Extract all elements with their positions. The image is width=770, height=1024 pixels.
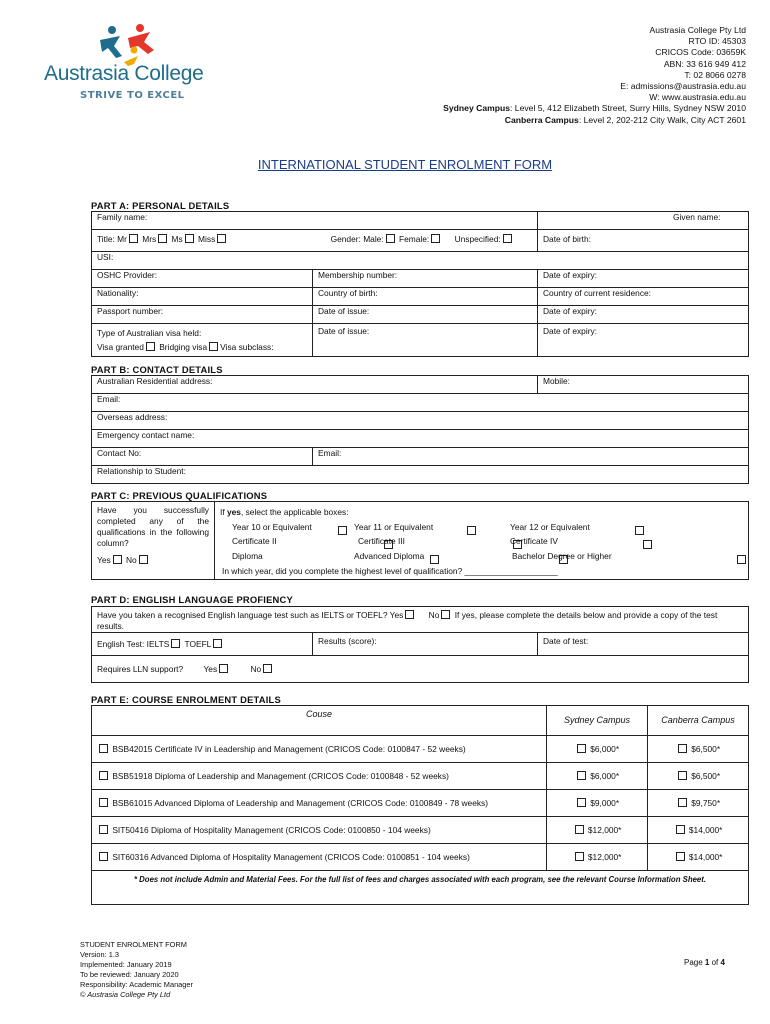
english-no-checkbox[interactable] [441, 610, 450, 619]
issue-label: Date of issue: [318, 306, 370, 316]
english-yes-checkbox[interactable] [405, 610, 414, 619]
logo-name: Austrasia College [44, 62, 204, 85]
part-e-heading: PART E: COURSE ENROLMENT DETAILS [91, 694, 281, 705]
female-checkbox[interactable] [431, 234, 440, 243]
lln-yes-label: Yes [203, 663, 218, 674]
qualification-options-cell [215, 502, 749, 580]
canberra-checkbox[interactable] [678, 744, 687, 753]
form-title: INTERNATIONAL STUDENT ENROLMENT FORM [257, 157, 553, 172]
dob-field[interactable] [538, 230, 749, 252]
page-number [684, 958, 725, 967]
canberra-fee-cell [648, 736, 749, 763]
year11-label: Year 11 or Equivalent [354, 521, 434, 532]
year12-label: Year 12 or Equivalent [510, 521, 590, 532]
canberra-column-header: Canberra Campus [648, 706, 749, 736]
country-residence-label: Country of current residence: [543, 288, 651, 298]
oshc-field[interactable] [92, 270, 313, 288]
ms-label: Ms [171, 234, 183, 244]
sydney-fee: $6,000* [590, 743, 620, 754]
expiry-label: Date of expiry: [543, 306, 597, 316]
lln-yes-checkbox[interactable] [219, 664, 228, 673]
test-date-label: Date of test: [543, 636, 589, 646]
contact-no-field[interactable] [92, 448, 313, 466]
relationship-field[interactable] [92, 466, 749, 484]
unspecified-checkbox[interactable] [503, 234, 512, 243]
canberra-fee: $14,000* [688, 851, 723, 862]
course-name-cell [92, 763, 547, 790]
footer-line: Implemented: January 2019 [80, 960, 172, 969]
canberra-fee-cell [648, 817, 749, 844]
oshc-label: OSHC Provider: [97, 270, 158, 280]
mr-checkbox[interactable] [129, 234, 138, 243]
footer-line: Responsibility: Academic Manager [80, 980, 193, 989]
highest-year-line[interactable]: In which year, did you complete the highest level of qualification? ____________________ [222, 565, 558, 576]
course-column-header: Couse [92, 706, 547, 736]
course-name-cell [92, 736, 547, 763]
year11-checkbox[interactable] [467, 526, 476, 535]
visa-expiry-field[interactable] [538, 324, 749, 357]
given-name-label: Given name: [673, 212, 721, 222]
part-d-heading: PART D: ENGLISH LANGUAGE PROFIENCY [91, 594, 293, 605]
college-logo [44, 18, 219, 103]
no-checkbox[interactable] [139, 555, 148, 564]
logo-tagline: STRIVE TO EXCEL [80, 90, 185, 101]
page-total: 4 [720, 958, 725, 967]
year10-label: Year 10 or Equivalent [232, 521, 312, 532]
footer-block [80, 940, 193, 1000]
miss-checkbox[interactable] [217, 234, 226, 243]
footer-line: © Austrasia College Pty Ltd [80, 990, 171, 999]
course-name: SIT60316 Advanced Diploma of Hospitality Management (CRICOS Code: 0100851 - 104 weeks) [112, 851, 470, 862]
usi-field[interactable] [92, 252, 749, 270]
results-label: Results (score): [318, 636, 377, 646]
no-label: No [126, 555, 137, 565]
email-label: Email: [97, 394, 121, 404]
country-residence-field[interactable] [538, 288, 749, 306]
gender-label: Gender: [330, 234, 361, 244]
nationality-field[interactable] [92, 288, 313, 306]
contact-no-label: Contact No: [97, 448, 142, 458]
overseas-label: Overseas address: [97, 412, 168, 422]
canberra-campus-line [443, 115, 746, 126]
bachelor-option [512, 549, 612, 564]
sydney-fee: $6,000* [590, 770, 620, 781]
sydney-fee-cell [547, 763, 648, 790]
course-row [92, 736, 749, 763]
course-table [91, 705, 749, 905]
page-pre: Page [684, 958, 705, 967]
year11-option [354, 520, 433, 535]
expiry-label: Date of expiry: [543, 326, 597, 336]
miss-label: Miss [198, 234, 216, 244]
visa-options [97, 340, 307, 354]
sydney-address: : Level 5, 412 Elizabeth Street, Surry Hills, Sydney NSW 2010 [510, 103, 746, 114]
canberra-checkbox[interactable] [678, 771, 687, 780]
if-yes-bold: yes [226, 507, 241, 517]
sydney-checkbox[interactable] [575, 852, 584, 861]
course-name: BSB61015 Advanced Diploma of Leadership and Management (CRICOS Code: 0100849 - 78 weeks) [112, 797, 489, 808]
usi-label: USI: [97, 252, 114, 262]
given-name-field[interactable] [538, 212, 749, 230]
fee-note-text: * Does not include Admin and Material Fees. For the full list of fees and charges associated with each program, see the relevant Course Information Sheet. [133, 875, 707, 884]
passport-field[interactable] [92, 306, 313, 324]
family-name-label: Family name: [97, 212, 148, 222]
visa-issue-field[interactable] [313, 324, 538, 357]
qualification-yes-no [97, 555, 209, 566]
if-yes-post: , select the applicable boxes: [240, 507, 349, 517]
course-row [92, 763, 749, 790]
country-birth-field[interactable] [313, 288, 538, 306]
contact-details-table [91, 375, 749, 484]
course-checkbox[interactable] [99, 744, 108, 753]
canberra-fee: $9,750* [691, 797, 721, 808]
visa-type-label: Type of Australian visa held: [97, 328, 202, 338]
english-test-field [92, 633, 313, 656]
english-no-label: No [428, 610, 440, 620]
if-yes-line [220, 505, 743, 520]
passport-expiry-field[interactable] [538, 306, 749, 324]
canberra-fee-cell [648, 763, 749, 790]
cert3-label: Certificate III [358, 535, 406, 546]
emergency-label: Emergency contact name: [97, 430, 195, 440]
diploma-checkbox[interactable] [430, 555, 439, 564]
year12-option [510, 520, 590, 535]
cert2-option [232, 534, 277, 549]
qualifications-table [91, 501, 749, 580]
course-name-cell [92, 790, 547, 817]
family-name-field[interactable] [92, 212, 538, 230]
cert4-checkbox[interactable] [643, 540, 652, 549]
membership-field[interactable] [313, 270, 538, 288]
address-label: Australian Residential address: [97, 376, 213, 386]
year10-option [232, 520, 312, 535]
english-if-yes: If yes, please complete the details below and provide a copy of the test results. [97, 610, 718, 631]
english-question: Have you taken a recognised English language test such as IELTS or TOEFL? Yes [97, 610, 404, 620]
sydney-fee-cell [547, 817, 648, 844]
course-name: BSB42015 Certificate IV in Leadership and Management (CRICOS Code: 0100847 - 52 weeks) [112, 743, 466, 754]
footer-line: To be reviewed: January 2020 [80, 970, 179, 979]
yes-checkbox[interactable] [113, 555, 122, 564]
lln-label: Requires LLN support? [97, 663, 184, 674]
yes-label: Yes [97, 555, 111, 565]
course-checkbox[interactable] [99, 798, 108, 807]
course-row [92, 790, 749, 817]
visa-granted-checkbox[interactable] [146, 342, 155, 351]
lln-no-checkbox[interactable] [263, 664, 272, 673]
mrs-checkbox[interactable] [158, 234, 167, 243]
female-label: Female: [399, 234, 430, 244]
fee-note [92, 871, 749, 905]
mobile-field[interactable] [538, 376, 749, 394]
course-row [92, 844, 749, 871]
contact-block [443, 25, 746, 126]
course-row [92, 817, 749, 844]
qualification-question-cell [92, 502, 215, 580]
sydney-fee-cell [547, 790, 648, 817]
sydney-fee: $12,000* [587, 851, 622, 862]
canberra-label: Canberra Campus [504, 114, 579, 125]
qualification-grid [220, 520, 743, 564]
if-yes-pre: If [220, 507, 227, 517]
male-checkbox[interactable] [386, 234, 395, 243]
canberra-checkbox[interactable] [676, 825, 685, 834]
course-name-cell [92, 844, 547, 871]
canberra-checkbox[interactable] [678, 798, 687, 807]
course-name-cell [92, 817, 547, 844]
test-date-field[interactable] [538, 633, 749, 656]
membership-label: Membership number: [318, 270, 398, 280]
canberra-checkbox[interactable] [676, 852, 685, 861]
bachelor-checkbox[interactable] [737, 555, 746, 564]
sydney-fee: $12,000* [587, 824, 622, 835]
cert2-label: Certificate II [232, 535, 277, 546]
toefl-checkbox[interactable] [213, 639, 222, 648]
year10-checkbox[interactable] [338, 526, 347, 535]
sydney-campus-line [443, 103, 746, 114]
bridging-checkbox[interactable] [209, 342, 218, 351]
male-label: Male: [363, 234, 384, 244]
cert4-option [510, 534, 558, 549]
sydney-checkbox[interactable] [577, 798, 586, 807]
logo-figures-icon [94, 18, 174, 68]
contact-line: W: www.austrasia.edu.au [649, 92, 746, 103]
footer-line: STUDENT ENROLMENT FORM [80, 940, 187, 949]
course-checkbox[interactable] [99, 825, 108, 834]
email-field[interactable] [92, 394, 749, 412]
oshc-expiry-field[interactable] [538, 270, 749, 288]
page-mid: of [709, 958, 721, 967]
english-table [91, 606, 749, 683]
adv-diploma-option [354, 549, 424, 564]
expiry-label: Date of expiry: [543, 270, 597, 280]
footer-line: Version: 1.3 [80, 950, 120, 959]
canberra-address: : Level 2, 202-212 City Walk, City ACT 2601 [578, 114, 746, 125]
mobile-label: Mobile: [543, 376, 570, 386]
mr-label: Mr [117, 234, 127, 244]
ielts-label: English Test: IELTS [97, 638, 170, 649]
canberra-fee: $6,500* [691, 770, 721, 781]
english-question-row [92, 607, 749, 633]
year12-checkbox[interactable] [635, 526, 644, 535]
contact-line: E: admissions@austrasia.edu.au [620, 81, 746, 92]
title-label: Title: [97, 234, 115, 244]
relationship-label: Relationship to Student: [97, 466, 186, 476]
ielts-checkbox[interactable] [171, 639, 180, 648]
country-birth-label: Country of birth: [318, 288, 378, 298]
lln-no-label: No [250, 663, 262, 674]
part-b-heading: PART B: CONTACT DETAILS [91, 364, 223, 375]
sydney-checkbox[interactable] [577, 771, 586, 780]
course-checkbox[interactable] [99, 771, 108, 780]
part-a-heading: PART A: PERSONAL DETAILS [91, 200, 230, 211]
subclass-label: Visa subclass: [220, 342, 274, 352]
address-field[interactable] [92, 376, 538, 394]
nationality-label: Nationality: [97, 288, 139, 298]
contact-line: RTO ID: 45303 [688, 36, 746, 47]
contact-line: ABN: 33 616 949 412 [663, 58, 746, 69]
diploma-option [232, 549, 263, 564]
issue-label: Date of issue: [318, 326, 370, 336]
course-name: BSB51918 Diploma of Leadership and Management (CRICOS Code: 0100848 - 52 weeks) [112, 770, 449, 781]
cert3-option [358, 534, 405, 549]
overseas-address-field[interactable] [92, 412, 749, 430]
cert4-label: Certificate IV [510, 535, 558, 546]
emergency-email-field[interactable] [313, 448, 749, 466]
emergency-email-label: Email: [318, 448, 342, 458]
title-gender-row [92, 230, 538, 252]
page-current: 1 [704, 958, 710, 967]
canberra-fee: $14,000* [688, 824, 723, 835]
course-checkbox[interactable] [99, 852, 108, 861]
sydney-fee: $9,000* [590, 797, 620, 808]
passport-label: Passport number: [97, 306, 164, 316]
visa-granted-label: Visa granted [97, 342, 144, 352]
sydney-checkbox[interactable] [577, 744, 586, 753]
adv-diploma-label: Advanced Diploma [354, 550, 425, 561]
dob-label: Date of birth: [543, 234, 591, 244]
personal-details-table [91, 211, 749, 357]
canberra-fee-cell [648, 844, 749, 871]
passport-issue-field[interactable] [313, 306, 538, 324]
canberra-fee-cell [648, 790, 749, 817]
sydney-checkbox[interactable] [575, 825, 584, 834]
mrs-label: Mrs [142, 234, 157, 244]
ms-checkbox[interactable] [185, 234, 194, 243]
sydney-fee-cell [547, 736, 648, 763]
emergency-contact-field[interactable] [92, 430, 749, 448]
qualification-question: Have you successfully completed any of the qualifications in the following column? [97, 505, 209, 548]
sydney-label: Sydney Campus [443, 103, 511, 114]
sydney-column-header: Sydney Campus [547, 706, 648, 736]
course-name: SIT50416 Diploma of Hospitality Management (CRICOS Code: 0100850 - 104 weeks) [112, 824, 431, 835]
bridging-label: Bridging visa [159, 342, 208, 352]
canberra-fee: $6,500* [691, 743, 721, 754]
contact-line: Austrasia College Pty Ltd [649, 25, 746, 35]
toefl-label: TOEFL [184, 638, 212, 649]
results-field[interactable] [313, 633, 538, 656]
lln-row [92, 656, 749, 683]
visa-field[interactable] [92, 324, 313, 357]
unspecified-label: Unspecified: [454, 234, 501, 244]
sydney-fee-cell [547, 844, 648, 871]
diploma-label: Diploma [232, 550, 263, 561]
contact-line: CRICOS Code: 03659K [655, 47, 746, 58]
contact-line: T: 02 8066 0278 [684, 69, 746, 80]
bachelor-label: Bachelor Degree or Higher [512, 550, 612, 561]
part-c-heading: PART C: PREVIOUS QUALIFICATIONS [91, 490, 268, 501]
